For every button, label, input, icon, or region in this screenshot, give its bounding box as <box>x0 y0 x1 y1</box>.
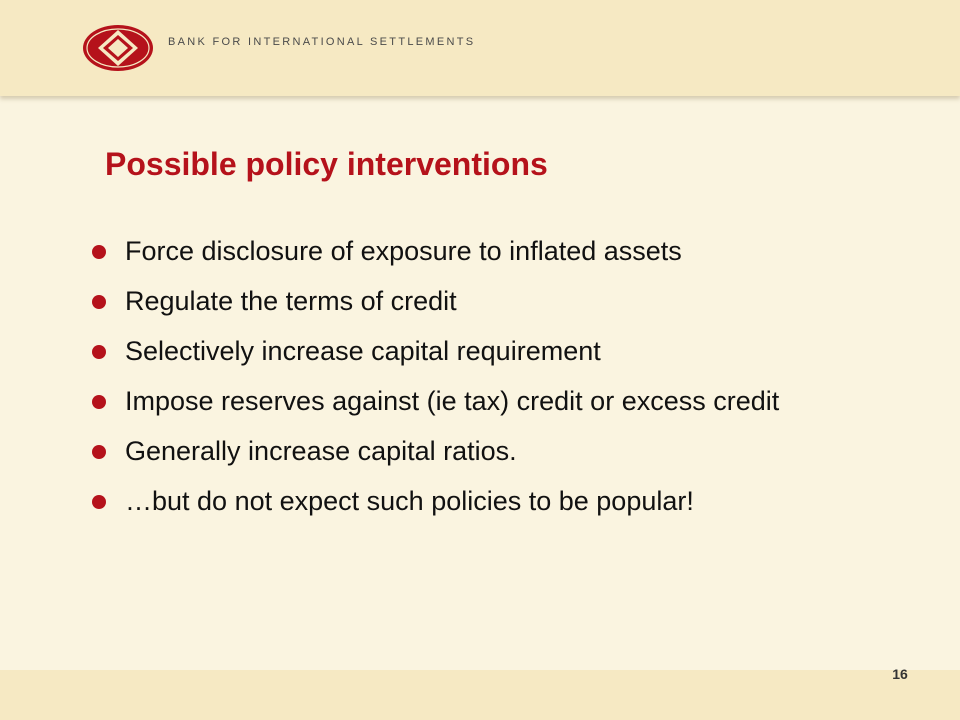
bullet-text: Regulate the terms of credit <box>125 286 457 316</box>
bullet-dot-icon <box>92 245 106 259</box>
slide-title: Possible policy interventions <box>105 146 548 182</box>
bullet-dot-icon <box>92 295 106 309</box>
bullet-text: Generally increase capital ratios. <box>125 436 517 466</box>
bis-logo-icon <box>82 24 154 72</box>
bullet-item <box>88 280 848 322</box>
page-number: 16 <box>892 666 908 682</box>
bullet-item <box>88 230 848 272</box>
bullet-dot-icon <box>92 395 106 409</box>
bullet-text: Selectively increase capital requirement <box>125 336 601 366</box>
bullet-dot-icon <box>92 445 106 459</box>
bullet-text: Impose reserves against (ie tax) credit or excess credit <box>125 386 780 416</box>
bullet-dot-icon <box>92 495 106 509</box>
header-band <box>0 0 960 96</box>
bullet-text: …but do not expect such policies to be popular! <box>125 486 694 516</box>
bullet-item <box>88 330 848 372</box>
bullet-item <box>88 430 848 472</box>
footer-band <box>0 670 960 720</box>
bullet-text: Force disclosure of exposure to inflated assets <box>125 236 682 266</box>
org-name: BANK FOR INTERNATIONAL SETTLEMENTS <box>168 36 476 48</box>
bullet-item <box>88 380 848 422</box>
bullet-list <box>88 230 848 530</box>
bullet-item <box>88 480 848 522</box>
bullet-dot-icon <box>92 345 106 359</box>
